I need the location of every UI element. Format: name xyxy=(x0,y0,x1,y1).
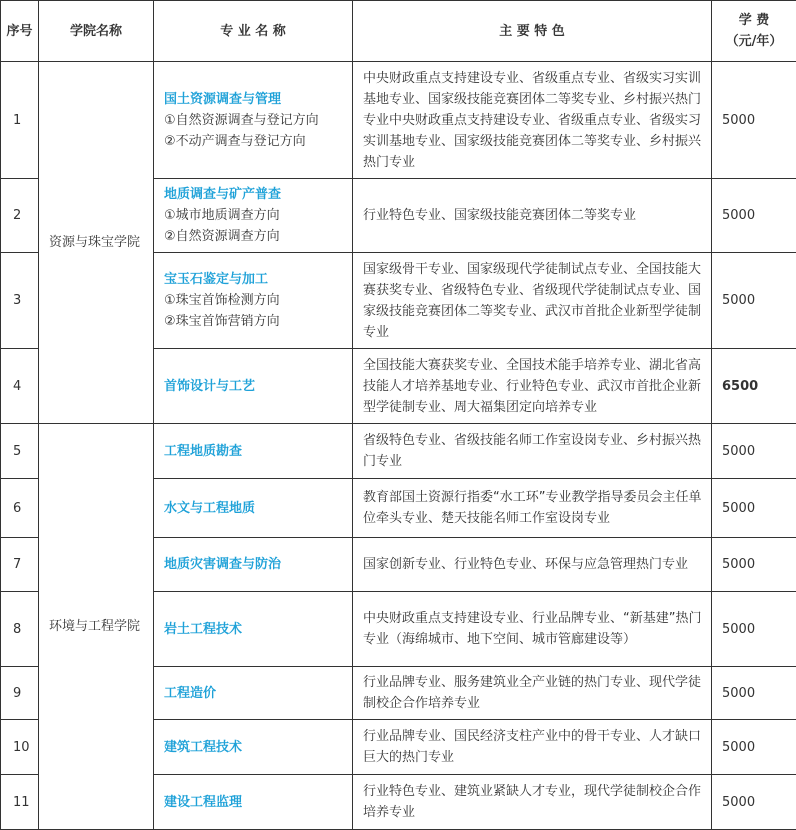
seq-cell: 7 xyxy=(1,538,39,592)
features-cell: 全国技能大赛获奖专业、全国技术能手培养专业、湖北省高技能人才培养基地专业、行业特色专业、武汉市首批企业新型学徒制专业、周大福集团定向培养专业 xyxy=(353,349,712,424)
features-cell: 行业特色专业、国家级技能竞赛团体二等奖专业 xyxy=(353,179,712,253)
major-cell xyxy=(154,538,353,592)
major-direction: ①城市地质调查方向 xyxy=(164,205,352,226)
major-name: 地质灾害调查与防治 xyxy=(164,554,352,575)
seq-cell: 4 xyxy=(1,349,39,424)
features-cell: 行业品牌专业、国民经济支柱产业中的骨干专业、人才缺口巨大的热门专业 xyxy=(353,720,712,775)
header-features: 主 要 特 色 xyxy=(353,1,712,62)
major-name: 建设工程监理 xyxy=(164,792,352,813)
major-name: 建筑工程技术 xyxy=(164,737,352,758)
header-fee-line2: （元/年） xyxy=(712,31,796,52)
features-cell: 中央财政重点支持建设专业、行业品牌专业、“新基建”热门专业（海绵城市、地下空间、城市管廊建设等） xyxy=(353,592,712,667)
seq-cell: 10 xyxy=(1,720,39,775)
major-cell xyxy=(154,349,353,424)
seq-cell: 6 xyxy=(1,479,39,538)
major-name: 首饰设计与工艺 xyxy=(164,376,352,397)
fee-cell: 5000 xyxy=(712,538,796,592)
major-direction: ②自然资源调查方向 xyxy=(164,226,352,247)
major-direction: ①珠宝首饰检测方向 xyxy=(164,290,352,311)
major-cell xyxy=(154,775,353,830)
fee-cell: 5000 xyxy=(712,62,796,179)
features-cell: 省级特色专业、省级技能名师工作室设岗专业、乡村振兴热门专业 xyxy=(353,424,712,479)
seq-cell: 8 xyxy=(1,592,39,667)
major-cell xyxy=(154,720,353,775)
major-name: 岩土工程技术 xyxy=(164,619,352,640)
features-cell: 行业品牌专业、服务建筑业全产业链的热门专业、现代学徒制校企合作培养专业 xyxy=(353,667,712,720)
seq-cell: 5 xyxy=(1,424,39,479)
fee-cell: 5000 xyxy=(712,253,796,349)
seq-cell: 9 xyxy=(1,667,39,720)
header-major: 专 业 名 称 xyxy=(154,1,353,62)
table-row xyxy=(1,424,796,479)
fee-cell: 5000 xyxy=(712,775,796,830)
major-cell xyxy=(154,179,353,253)
features-cell: 中央财政重点支持建设专业、省级重点专业、省级实习实训基地专业、国家级技能竞赛团体二等奖专业、乡村振兴热门专业中央财政重点支持建设专业、省级重点专业、省级实习实训基地专业、国家级技能竞赛团体二等奖专业、乡村振兴热门专业 xyxy=(353,62,712,179)
seq-cell: 11 xyxy=(1,775,39,830)
major-cell xyxy=(154,592,353,667)
major-name: 工程造价 xyxy=(164,683,352,704)
major-direction: ②不动产调查与登记方向 xyxy=(164,131,352,152)
college-cell: 环境与工程学院 xyxy=(39,424,154,830)
major-name: 地质调查与矿产普查 xyxy=(164,184,352,205)
features-cell: 国家级骨干专业、国家级现代学徒制试点专业、全国技能大赛获奖专业、省级特色专业、省级现代学徒制试点专业、国家级技能竞赛团体二等奖专业、武汉市首批企业新型学徒制专业 xyxy=(353,253,712,349)
features-cell: 国家创新专业、行业特色专业、环保与应急管理热门专业 xyxy=(353,538,712,592)
major-name: 工程地质勘查 xyxy=(164,441,352,462)
major-name: 国土资源调查与管理 xyxy=(164,89,352,110)
major-name: 水文与工程地质 xyxy=(164,498,352,519)
seq-cell: 2 xyxy=(1,179,39,253)
seq-cell: 1 xyxy=(1,62,39,179)
major-direction: ①自然资源调查与登记方向 xyxy=(164,110,352,131)
major-cell xyxy=(154,62,353,179)
fee-cell: 6500 xyxy=(712,349,796,424)
fee-cell: 5000 xyxy=(712,424,796,479)
seq-cell: 3 xyxy=(1,253,39,349)
features-cell: 教育部国土资源行指委“水工环”专业教学指导委员会主任单位牵头专业、楚天技能名师工作室设岗专业 xyxy=(353,479,712,538)
major-cell xyxy=(154,479,353,538)
fee-cell: 5000 xyxy=(712,592,796,667)
header-row xyxy=(1,1,796,62)
header-college: 学院名称 xyxy=(39,1,154,62)
fee-cell: 5000 xyxy=(712,720,796,775)
major-cell xyxy=(154,253,353,349)
major-cell xyxy=(154,667,353,720)
college-cell: 资源与珠宝学院 xyxy=(39,62,154,424)
table-row xyxy=(1,62,796,179)
major-name: 宝玉石鉴定与加工 xyxy=(164,269,352,290)
major-direction: ②珠宝首饰营销方向 xyxy=(164,311,352,332)
fee-cell: 5000 xyxy=(712,667,796,720)
header-seq: 序号 xyxy=(1,1,39,62)
header-fee xyxy=(712,1,796,62)
fee-cell: 5000 xyxy=(712,479,796,538)
features-cell: 行业特色专业、建筑业紧缺人才专业，现代学徒制校企合作培养专业 xyxy=(353,775,712,830)
major-cell xyxy=(154,424,353,479)
header-fee-line1: 学 费 xyxy=(712,10,796,31)
fee-cell: 5000 xyxy=(712,179,796,253)
